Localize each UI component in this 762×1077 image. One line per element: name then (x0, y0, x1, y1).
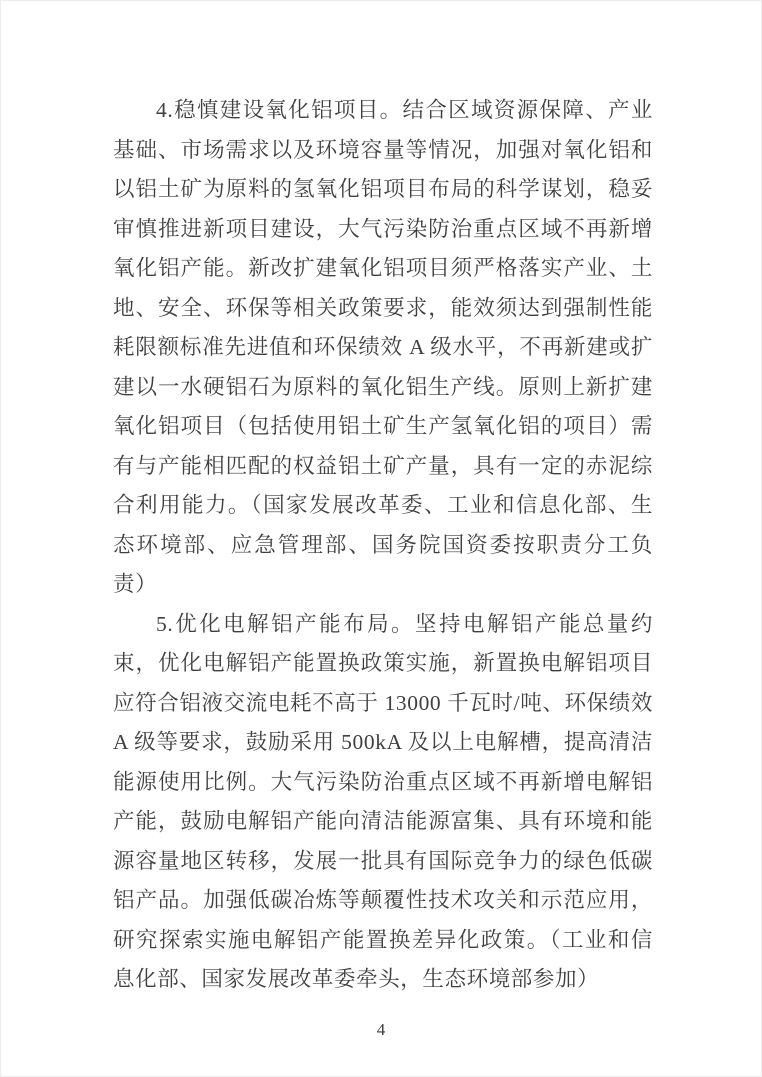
paragraph-item-4: 4.稳慎建设氧化铝项目。结合区域资源保障、产业基础、市场需求以及环境容量等情况，加强对氧化铝和以铝土矿为原料的氢氧化铝项目布局的科学谋划，稳妥审慎推进新项目建设，大气污染防治重点区域不再新增氧化铝产能。新改扩建氧化铝项目须严格落实产业、土地、安全、环保等相关政策要求，能效须达到强制性能耗限额标准先进值和环保绩效 A 级水平，不再新建或扩建以一水硬铝石为原料的氧化铝生产线。原则上新扩建氧化铝项目（包括使用铝土矿生产氢氧化铝的项目）需有与产能相匹配的权益铝土矿产量，具有一定的赤泥综合利用能力。（国家发展改革委、工业和信息化部、生态环境部、应急管理部、国务院国资委按职责分工负责） (113, 98, 653, 596)
paragraph-item-5: 5.优化电解铝产能布局。坚持电解铝产能总量约束，优化电解铝产能置换政策实施，新置换电解铝项目应符合铝液交流电耗不高于 13000 千瓦时/吨、环保绩效 A 级等要求，鼓励采用 500kA 及以上电解槽，提高清洁能源使用比例。大气污染防治重点区域不再新增电解铝产能，鼓励电解铝产能向清洁能源富集、具有环境和能源容量地区转移，发展一批具有国际竞争力的绿色低碳铝产品。加强低碳冶炼等颠覆性技术攻关和示范应用，研究探索实施电解铝产能置换差异化政策。（工业和信息化部、国家发展改革委牵头，生态环境部参加） (113, 611, 653, 991)
page-number: 4 (376, 1020, 386, 1039)
document-body (113, 91, 653, 1000)
